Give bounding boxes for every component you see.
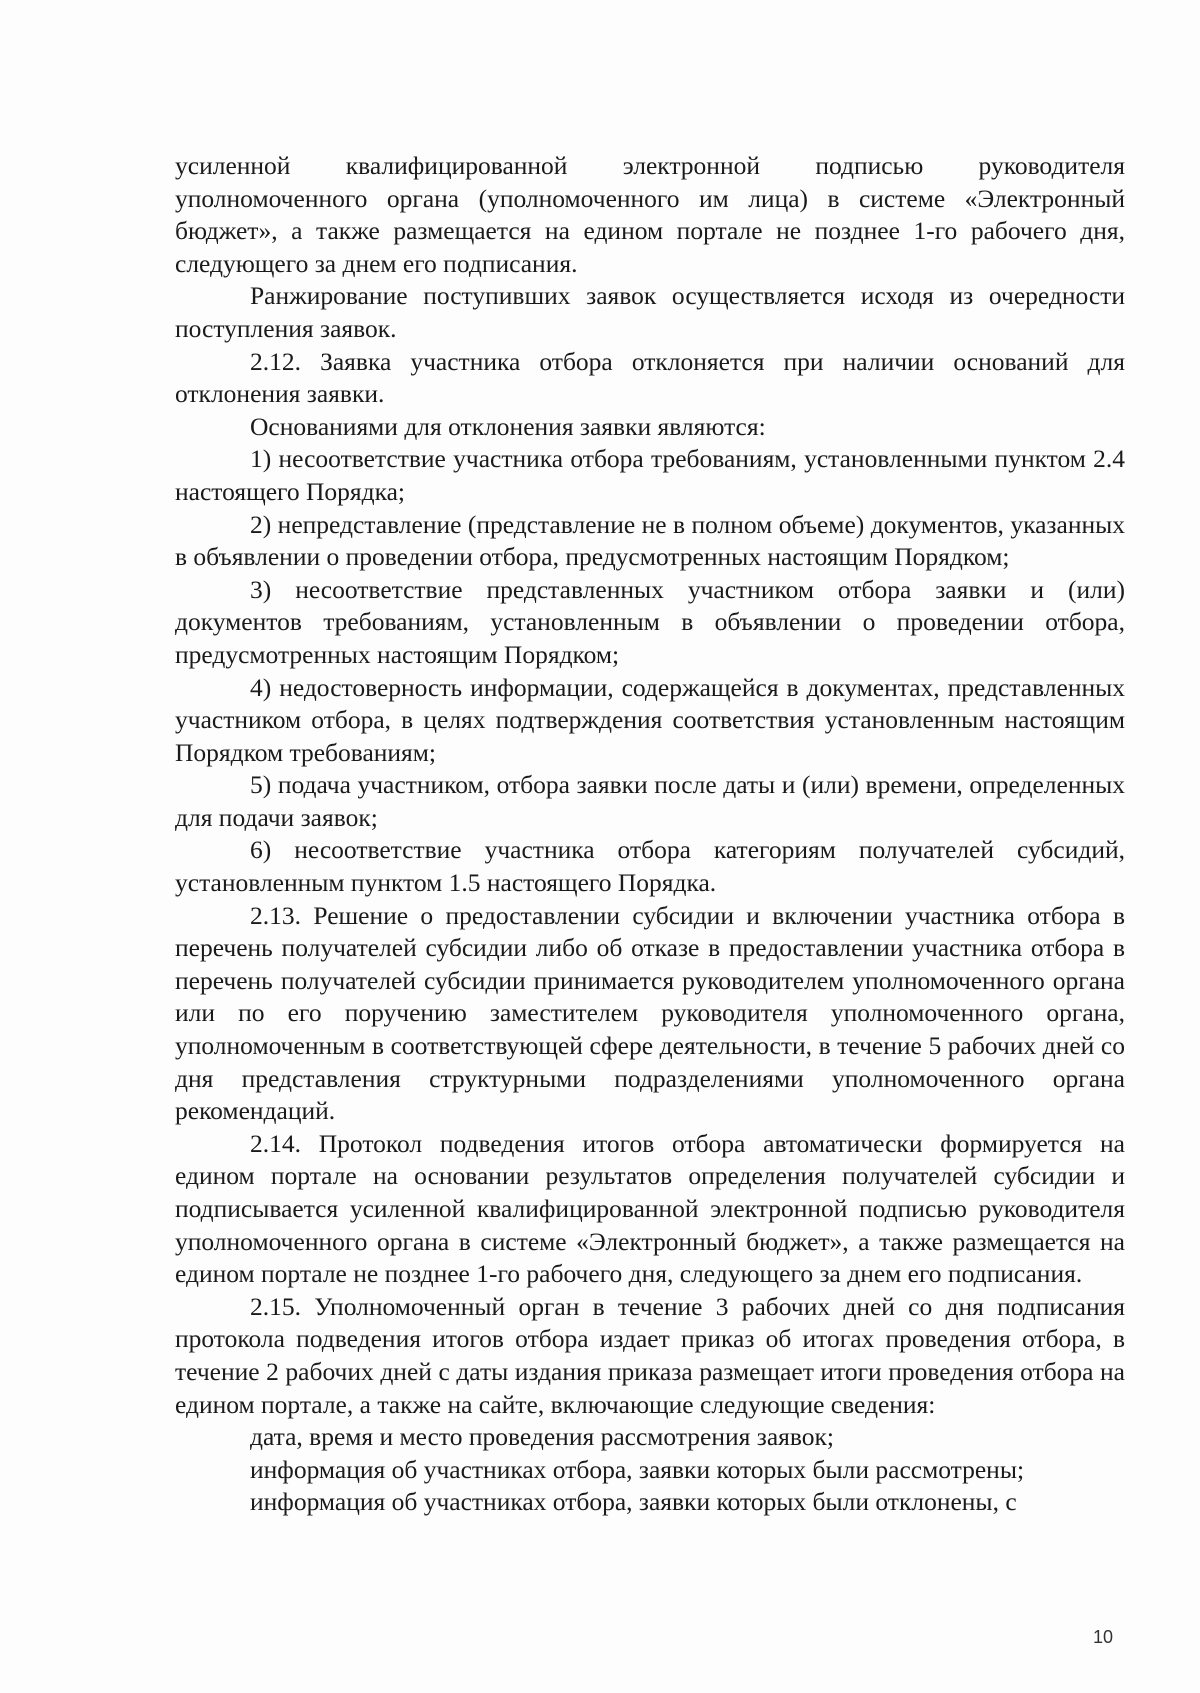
page-number: 10 [1093, 1627, 1114, 1647]
list-item-3: 3) несоответствие представленных участником отбора заявки и (или) документов требованиям, установленным в объявлении о проведении отбора, предусмотренных настоящим Порядком; [175, 574, 1125, 669]
info-item-reviewed: информация об участниках отбора, заявки которых были рассмотрены; [250, 1454, 1025, 1484]
list-item-1: 1) несоответствие участника отбора требованиям, установленными пунктом 2.4 настоящего Порядка; [175, 444, 1125, 506]
paragraph-grounds-heading: Основаниями для отклонения заявки являются: [250, 411, 766, 441]
paragraph-2-14: 2.14. Протокол подведения итогов отбора автоматически формируется на едином портале на основании результатов определения получателей субсидии и подписывается усиленной квалифицированной электронной подписью руководителя уполномоченного органа в системе «Электронный бюджет», а также размещается на едином портале не позднее 1-го рабочего дня, следующего за днем его подписания. [175, 1128, 1125, 1289]
paragraph-ranking: Ранжирование поступивших заявок осуществляется исходя из очередности поступления заявок. [175, 281, 1125, 343]
info-item-date: дата, время и место проведения рассмотрения заявок; [250, 1422, 834, 1452]
paragraph-2-12: 2.12. Заявка участника отбора отклоняется при наличии оснований для отклонения заявки. [175, 346, 1125, 409]
document-body [175, 150, 1125, 1519]
info-item-rejected: информация об участниках отбора, заявки которых были отклонены, с [250, 1487, 1017, 1517]
paragraph-continuation: усиленной квалифицированной электронной подписью руководителя уполномоченного органа (уполномоченного им лица) в системе «Электронный бюджет», а также размещается на едином портале не позднее 1-го рабочего дня, следующего за днем его подписания. [175, 151, 1125, 278]
paragraph-2-15: 2.15. Уполномоченный орган в течение 3 рабочих дней со дня подписания протокола подведения итогов отбора издает приказ об итогах проведения отбора, в течение 2 рабочих дней с даты издания приказа размещает итоги проведения отбора на едином портале, а также на сайте, включающие следующие сведения: [175, 1291, 1125, 1419]
list-item-2: 2) непредставление (представление не в полном объеме) документов, указанных в объявлении о проведении отбора, предусмотренных настоящим Порядком; [175, 509, 1125, 572]
list-item-5: 5) подача участником, отбора заявки после даты и (или) времени, определенных для подачи заявок; [175, 770, 1125, 832]
list-item-4: 4) недостоверность информации, содержащейся в документах, представленных участником отбора, в целях подтверждения соответствия установленным настоящим Порядком требованиям; [175, 672, 1125, 767]
paragraph-2-13: 2.13. Решение о предоставлении субсидии и включении участника отбора в перечень получателей субсидии либо об отказе в предоставлении участника отбора в перечень получателей субсидии принимается руководителем уполномоченного органа или по его поручению заместителем руководителя уполномоченного органа, уполномоченным в соответствующей сфере деятельности, в течение 5 рабочих дней со дня представления структурными подразделениями уполномоченного органа рекомендаций. [175, 900, 1125, 1126]
list-item-6: 6) несоответствие участника отбора категориям получателей субсидий, установленным пунктом 1.5 настоящего Порядка. [175, 835, 1125, 898]
